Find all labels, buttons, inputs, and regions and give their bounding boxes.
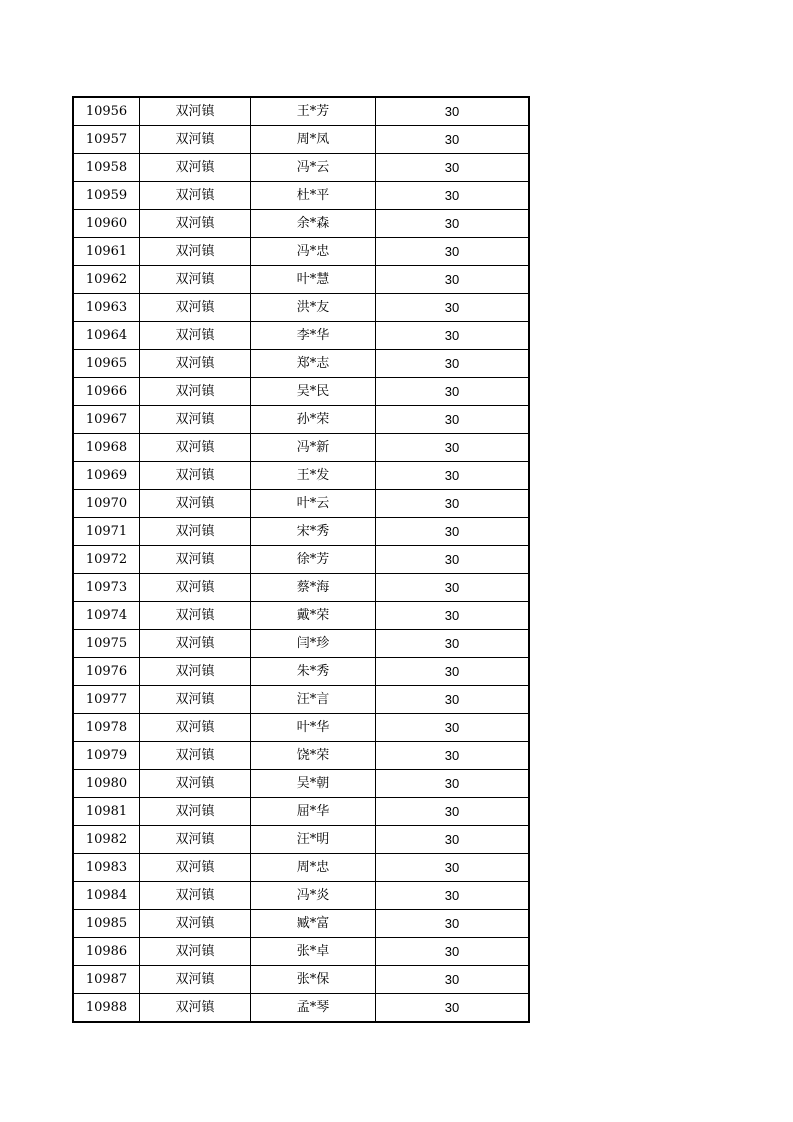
amount-cell: 30: [376, 574, 530, 602]
record-id-cell: 10982: [73, 826, 140, 854]
person-name-cell: 孙*荣: [251, 406, 376, 434]
town-cell: 双河镇: [140, 742, 251, 770]
town-cell: 双河镇: [140, 630, 251, 658]
person-name-cell: 吴*民: [251, 378, 376, 406]
town-cell: 双河镇: [140, 126, 251, 154]
town-cell: 双河镇: [140, 378, 251, 406]
town-cell: 双河镇: [140, 798, 251, 826]
town-cell: 双河镇: [140, 266, 251, 294]
person-name-cell: 汪*明: [251, 826, 376, 854]
record-id-cell: 10981: [73, 798, 140, 826]
amount-cell: 30: [376, 854, 530, 882]
record-id-cell: 10964: [73, 322, 140, 350]
person-name-cell: 冯*云: [251, 154, 376, 182]
table-row: [73, 434, 529, 462]
table-row: [73, 462, 529, 490]
table-row: [73, 154, 529, 182]
record-id-cell: 10985: [73, 910, 140, 938]
amount-cell: 30: [376, 378, 530, 406]
table-row: [73, 294, 529, 322]
town-cell: 双河镇: [140, 322, 251, 350]
record-id-cell: 10969: [73, 462, 140, 490]
record-id-cell: 10971: [73, 518, 140, 546]
record-id-cell: 10965: [73, 350, 140, 378]
person-name-cell: 汪*言: [251, 686, 376, 714]
table-row: [73, 770, 529, 798]
person-name-cell: 王*芳: [251, 97, 376, 126]
table-row: [73, 97, 529, 126]
amount-cell: 30: [376, 994, 530, 1023]
person-name-cell: 叶*慧: [251, 266, 376, 294]
person-name-cell: 余*森: [251, 210, 376, 238]
town-cell: 双河镇: [140, 294, 251, 322]
table-row: [73, 938, 529, 966]
table-row: [73, 210, 529, 238]
person-name-cell: 臧*富: [251, 910, 376, 938]
record-id-cell: 10959: [73, 182, 140, 210]
person-name-cell: 郑*志: [251, 350, 376, 378]
record-id-cell: 10967: [73, 406, 140, 434]
amount-cell: 30: [376, 910, 530, 938]
amount-cell: 30: [376, 714, 530, 742]
person-name-cell: 张*保: [251, 966, 376, 994]
amount-cell: 30: [376, 210, 530, 238]
person-name-cell: 冯*炎: [251, 882, 376, 910]
record-id-cell: 10973: [73, 574, 140, 602]
record-id-cell: 10957: [73, 126, 140, 154]
person-name-cell: 宋*秀: [251, 518, 376, 546]
amount-cell: 30: [376, 350, 530, 378]
person-name-cell: 周*凤: [251, 126, 376, 154]
town-cell: 双河镇: [140, 602, 251, 630]
amount-cell: 30: [376, 770, 530, 798]
town-cell: 双河镇: [140, 574, 251, 602]
record-id-cell: 10986: [73, 938, 140, 966]
table-row: [73, 630, 529, 658]
record-id-cell: 10984: [73, 882, 140, 910]
amount-cell: 30: [376, 462, 530, 490]
record-id-cell: 10975: [73, 630, 140, 658]
record-id-cell: 10978: [73, 714, 140, 742]
town-cell: 双河镇: [140, 770, 251, 798]
table-row: [73, 574, 529, 602]
town-cell: 双河镇: [140, 238, 251, 266]
table-row: [73, 350, 529, 378]
town-cell: 双河镇: [140, 434, 251, 462]
table-row: [73, 966, 529, 994]
table-row: [73, 742, 529, 770]
town-cell: 双河镇: [140, 658, 251, 686]
town-cell: 双河镇: [140, 686, 251, 714]
person-name-cell: 闫*珍: [251, 630, 376, 658]
table-row: [73, 686, 529, 714]
person-name-cell: 饶*荣: [251, 742, 376, 770]
town-cell: 双河镇: [140, 882, 251, 910]
amount-cell: 30: [376, 686, 530, 714]
table-row: [73, 994, 529, 1023]
amount-cell: 30: [376, 938, 530, 966]
amount-cell: 30: [376, 546, 530, 574]
record-id-cell: 10987: [73, 966, 140, 994]
amount-cell: 30: [376, 630, 530, 658]
table-row: [73, 322, 529, 350]
table-row: [73, 854, 529, 882]
record-id-cell: 10988: [73, 994, 140, 1023]
person-name-cell: 杜*平: [251, 182, 376, 210]
record-id-cell: 10976: [73, 658, 140, 686]
town-cell: 双河镇: [140, 406, 251, 434]
table-row: [73, 910, 529, 938]
record-id-cell: 10963: [73, 294, 140, 322]
table-row: [73, 378, 529, 406]
amount-cell: 30: [376, 182, 530, 210]
town-cell: 双河镇: [140, 714, 251, 742]
amount-cell: 30: [376, 97, 530, 126]
table-row: [73, 490, 529, 518]
town-cell: 双河镇: [140, 854, 251, 882]
person-name-cell: 屈*华: [251, 798, 376, 826]
record-id-cell: 10966: [73, 378, 140, 406]
record-id-cell: 10974: [73, 602, 140, 630]
person-name-cell: 戴*荣: [251, 602, 376, 630]
amount-cell: 30: [376, 966, 530, 994]
person-name-cell: 洪*友: [251, 294, 376, 322]
person-name-cell: 吴*朝: [251, 770, 376, 798]
amount-cell: 30: [376, 434, 530, 462]
table-row: [73, 658, 529, 686]
record-id-cell: 10983: [73, 854, 140, 882]
person-name-cell: 张*卓: [251, 938, 376, 966]
amount-cell: 30: [376, 742, 530, 770]
person-name-cell: 周*忠: [251, 854, 376, 882]
amount-cell: 30: [376, 126, 530, 154]
person-name-cell: 蔡*海: [251, 574, 376, 602]
town-cell: 双河镇: [140, 210, 251, 238]
table-row: [73, 126, 529, 154]
person-name-cell: 李*华: [251, 322, 376, 350]
amount-cell: 30: [376, 406, 530, 434]
town-cell: 双河镇: [140, 546, 251, 574]
person-name-cell: 孟*琴: [251, 994, 376, 1023]
amount-cell: 30: [376, 882, 530, 910]
town-cell: 双河镇: [140, 518, 251, 546]
town-cell: 双河镇: [140, 490, 251, 518]
town-cell: 双河镇: [140, 97, 251, 126]
table-row: [73, 238, 529, 266]
person-name-cell: 冯*新: [251, 434, 376, 462]
town-cell: 双河镇: [140, 154, 251, 182]
table-row: [73, 798, 529, 826]
person-name-cell: 冯*忠: [251, 238, 376, 266]
record-id-cell: 10980: [73, 770, 140, 798]
table-row: [73, 546, 529, 574]
record-id-cell: 10962: [73, 266, 140, 294]
record-id-cell: 10958: [73, 154, 140, 182]
town-cell: 双河镇: [140, 966, 251, 994]
record-id-cell: 10960: [73, 210, 140, 238]
record-id-cell: 10961: [73, 238, 140, 266]
record-id-cell: 10956: [73, 97, 140, 126]
person-name-cell: 叶*华: [251, 714, 376, 742]
table-row: [73, 518, 529, 546]
town-cell: 双河镇: [140, 910, 251, 938]
amount-cell: 30: [376, 294, 530, 322]
town-cell: 双河镇: [140, 462, 251, 490]
table-row: [73, 266, 529, 294]
table-row: [73, 714, 529, 742]
town-cell: 双河镇: [140, 994, 251, 1023]
record-id-cell: 10968: [73, 434, 140, 462]
record-id-cell: 10979: [73, 742, 140, 770]
amount-cell: 30: [376, 266, 530, 294]
amount-cell: 30: [376, 238, 530, 266]
table-body: [73, 97, 529, 1022]
table-row: [73, 182, 529, 210]
table-row: [73, 882, 529, 910]
amount-cell: 30: [376, 602, 530, 630]
person-name-cell: 朱*秀: [251, 658, 376, 686]
town-cell: 双河镇: [140, 938, 251, 966]
amount-cell: 30: [376, 826, 530, 854]
record-id-cell: 10970: [73, 490, 140, 518]
table-row: [73, 826, 529, 854]
amount-cell: 30: [376, 798, 530, 826]
person-name-cell: 王*发: [251, 462, 376, 490]
town-cell: 双河镇: [140, 182, 251, 210]
data-table: [72, 96, 530, 1023]
amount-cell: 30: [376, 658, 530, 686]
record-id-cell: 10972: [73, 546, 140, 574]
town-cell: 双河镇: [140, 350, 251, 378]
table-row: [73, 602, 529, 630]
town-cell: 双河镇: [140, 826, 251, 854]
amount-cell: 30: [376, 518, 530, 546]
person-name-cell: 叶*云: [251, 490, 376, 518]
record-id-cell: 10977: [73, 686, 140, 714]
amount-cell: 30: [376, 322, 530, 350]
table-row: [73, 406, 529, 434]
person-name-cell: 徐*芳: [251, 546, 376, 574]
amount-cell: 30: [376, 490, 530, 518]
amount-cell: 30: [376, 154, 530, 182]
